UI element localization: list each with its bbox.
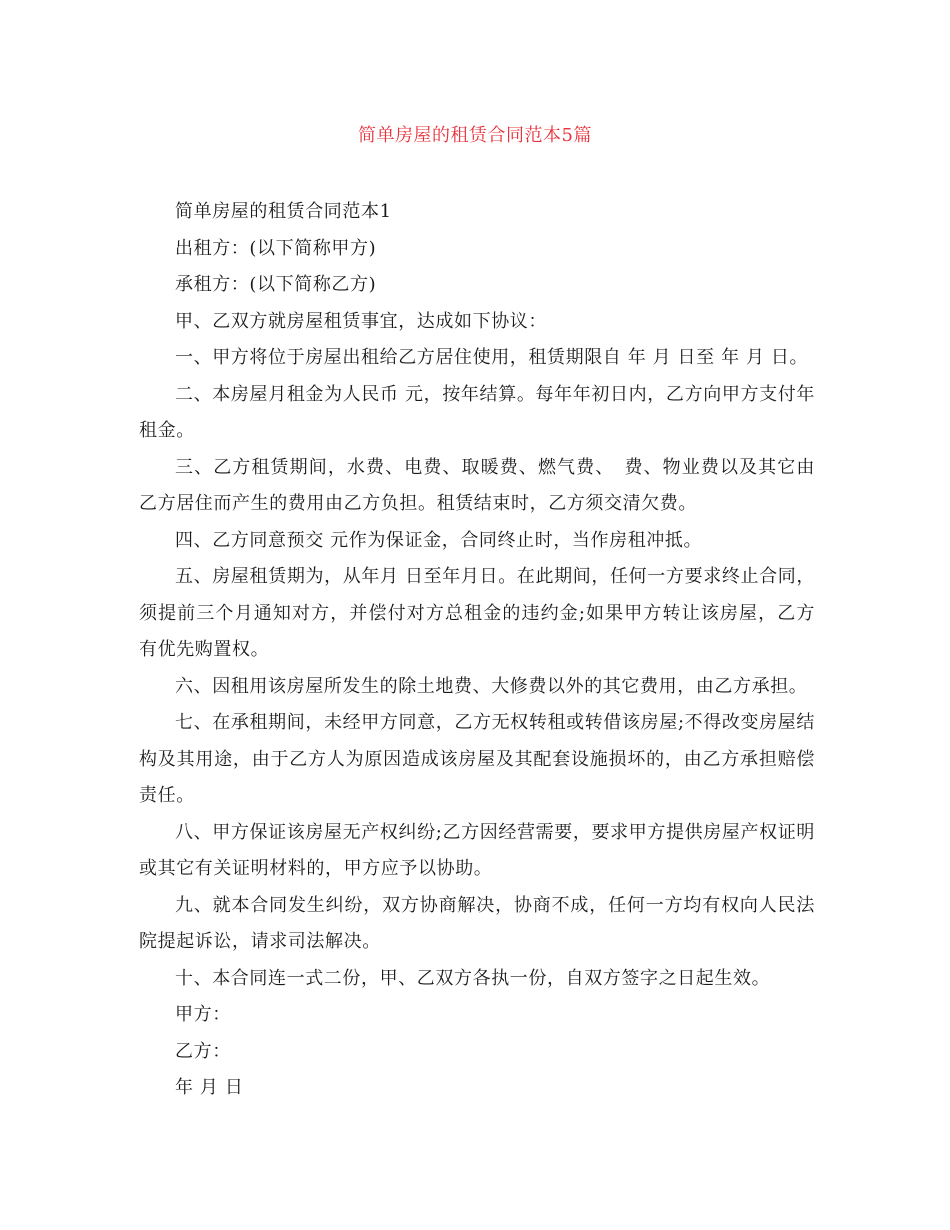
contract-body: [139, 194, 815, 1107]
clause-1: 一、甲方将位于房屋出租给乙方居住使用，租赁期限自 年 月 日至 年 月 日。: [175, 347, 809, 368]
clause-10: 十、本合同连一式二份，甲、乙双方各执一份，自双方签字之日起生效。: [175, 967, 771, 989]
document-title: 简单房屋的租赁合同范本5篇: [358, 125, 592, 146]
clause-6: 六、因租用该房屋所发生的除土地费、大修费以外的其它费用，由乙方承担。: [175, 675, 808, 697]
signature-party-b: 乙方：: [175, 1040, 231, 1062]
clause-9: 九、就本合同发生纠纷，双方协商解决，协商不成，任何一方均有权向人民法院提起诉讼，请求司法解决。: [139, 894, 815, 952]
clause-8: 八、甲方保证该房屋无产权纠纷;乙方因经营需要，要求甲方提供房屋产权证明或其它有关证明材料的，甲方应予以协助。: [139, 821, 815, 879]
clause-4: 四、乙方同意预交 元作为保证金，合同终止时，当作房租冲抵。: [175, 529, 703, 551]
clause-3: 三、乙方租赁期间，水费、电费、取暖费、燃气费、 费、物业费以及其它由乙方居住而产生的费用由乙方负担。租赁结束时，乙方须交清欠费。: [139, 456, 815, 514]
signature-party-a: 甲方：: [175, 1004, 231, 1025]
lessee-line: 承租方：(以下简称乙方): [175, 274, 377, 295]
clause-2: 二、本房屋月租金为人民币 元，按年结算。每年年初日内，乙方向甲方支付年租金。: [139, 383, 815, 441]
section-heading: 简单房屋的租赁合同范本1: [175, 201, 392, 222]
lessor-line: 出租方：(以下简称甲方): [175, 237, 377, 259]
clause-5: 五、房屋租赁期为，从年月 日至年月日。在此期间，任何一方要求终止合同，须提前三个月通知对方，并偿付对方总租金的违约金;如果甲方转让该房屋，乙方有优先购置权。: [139, 566, 815, 660]
signature-date: 年 月 日: [175, 1077, 244, 1098]
agreement-intro: 甲、乙双方就房屋租赁事宜，达成如下协议：: [175, 310, 547, 332]
clause-7: 七、在承租期间，未经甲方同意，乙方无权转租或转借该房屋;不得改变房屋结构及其用途，由于乙方人为原因造成该房屋及其配套设施损坏的，由乙方承担赔偿责任。: [139, 712, 815, 806]
